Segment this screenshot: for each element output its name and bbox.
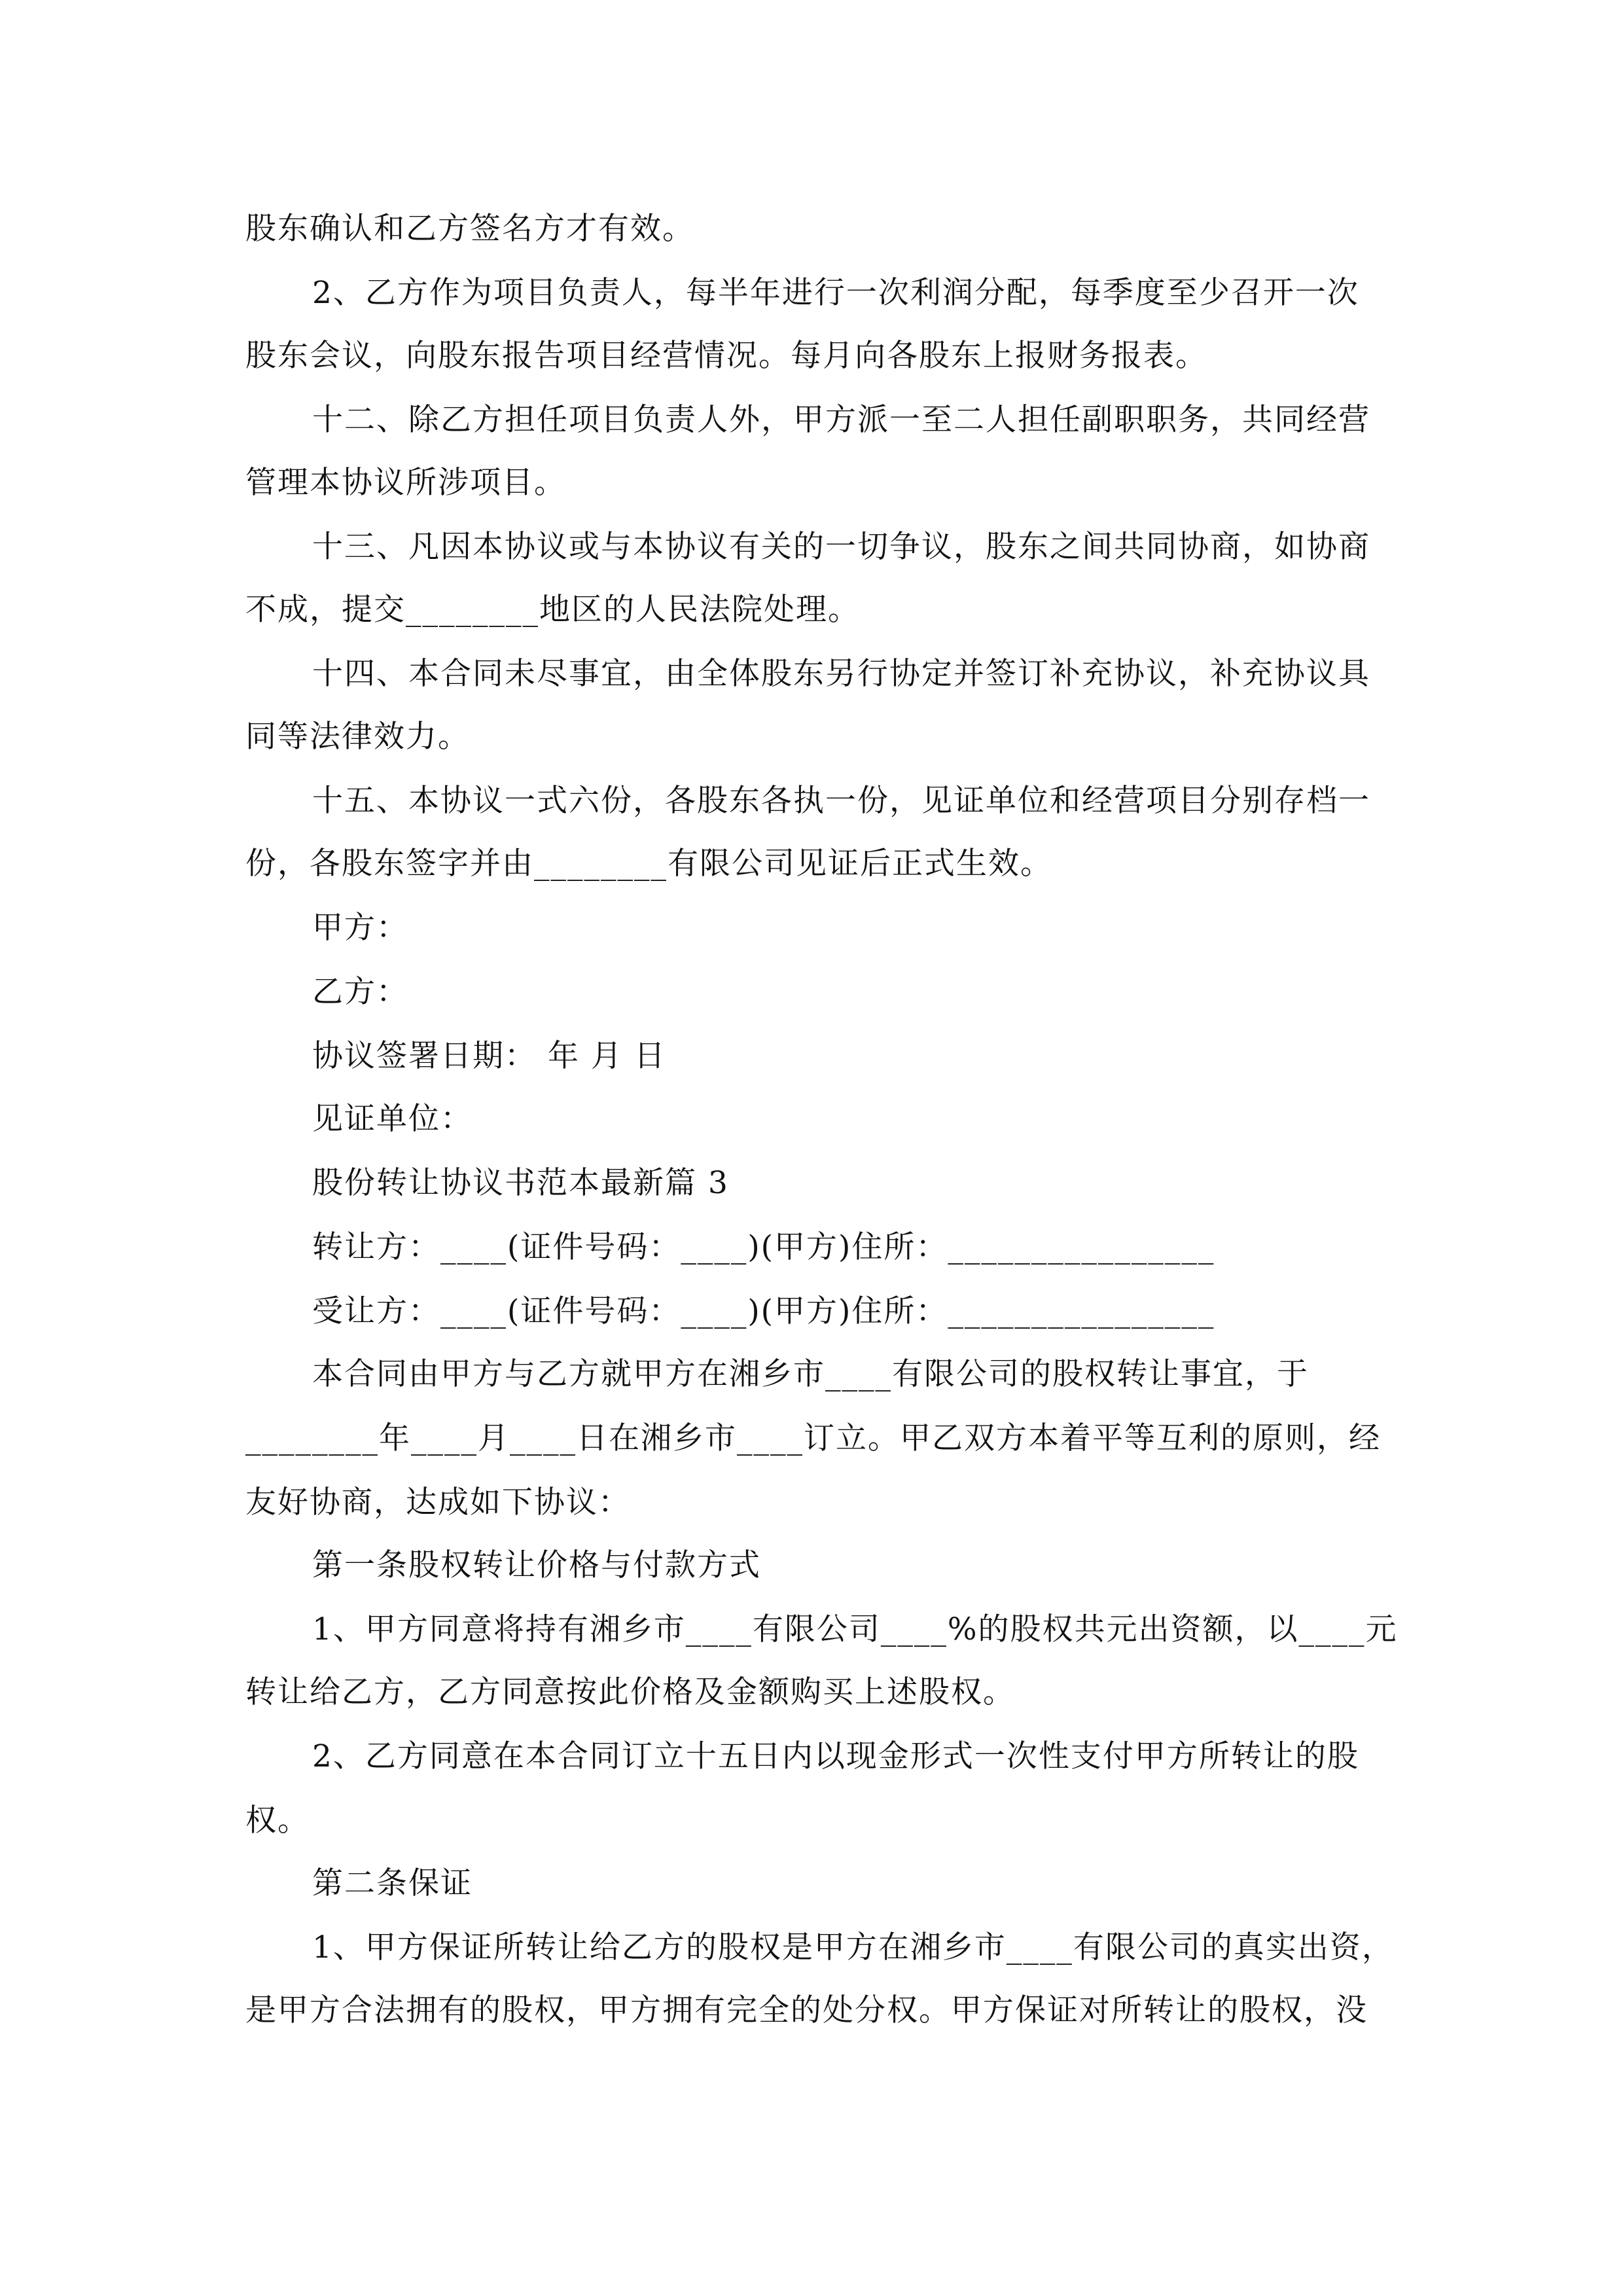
section-title: 股份转让协议书范本最新篇 3 (312, 1165, 729, 1201)
text-line: 是甲方合法拥有的股权，甲方拥有完全的处分权。甲方保证对所转让的股权，没 (245, 1992, 1368, 2028)
clause-15: 十五、本协议一式六份，各股东各执一份，见证单位和经营项目分别存档一 (312, 783, 1370, 819)
signature-party-a: 甲方： (312, 910, 408, 946)
text-line: 转让给乙方，乙方同意按此价格及金额购买上述股权。 (245, 1674, 1015, 1710)
signature-party-b: 乙方： (312, 974, 408, 1010)
signing-date: 协议签署日期： 年 月 日 (312, 1038, 666, 1074)
text-line: ________年____月____日在湘乡市____订立。甲乙双方本着平等互利的原则，经 (245, 1420, 1381, 1456)
clause-13: 十三、凡因本协议或与本协议有关的一切争议，股东之间共同协商，如协商 (312, 529, 1370, 565)
clause-item: 2、乙方作为项目负责人，每半年进行一次利润分配，每季度至少召开一次 (312, 275, 1359, 311)
witness-unit: 见证单位： (312, 1101, 473, 1137)
text-line: 权。 (245, 1803, 310, 1839)
text-line: 同等法律效力。 (245, 719, 470, 755)
text-line: 份，各股东签字并由________有限公司见证后正式生效。 (245, 846, 1052, 882)
text-line: 股东确认和乙方签名方才有效。 (245, 211, 694, 247)
text-line: 股东会议，向股东报告项目经营情况。每月向各股东上报财务报表。 (245, 338, 1207, 374)
clause-12: 十二、除乙方担任项目负责人外，甲方派一至二人担任副职职务，共同经营 (312, 402, 1370, 438)
article-1-item-1: 1、甲方同意将持有湘乡市____有限公司____%的股权共元出资额，以____元 (312, 1611, 1398, 1647)
transferor-line: 转让方：____(证件号码：____)(甲方)住所：________________ (312, 1229, 1215, 1265)
clause-14: 十四、本合同未尽事宜，由全体股东另行协定并签订补充协议，补充协议具 (312, 656, 1370, 692)
article-1-item-2: 2、乙方同意在本合同订立十五日内以现金形式一次性支付甲方所转让的股 (312, 1738, 1359, 1774)
preamble: 本合同由甲方与乙方就甲方在湘乡市____有限公司的股权转让事宜，于 (312, 1356, 1309, 1392)
article-1-heading: 第一条股权转让价格与付款方式 (312, 1547, 761, 1583)
article-2-heading: 第二条保证 (312, 1865, 473, 1901)
article-2-item-1: 1、甲方保证所转让给乙方的股权是甲方在湘乡市____有限公司的真实出资， (312, 1929, 1394, 1965)
text-line: 管理本协议所涉项目。 (245, 465, 566, 501)
text-line: 友好协商，达成如下协议： (245, 1484, 630, 1520)
text-line: 不成，提交________地区的人民法院处理。 (245, 592, 860, 628)
transferee-line: 受让方：____(证件号码：____)(甲方)住所：________________ (312, 1293, 1215, 1329)
